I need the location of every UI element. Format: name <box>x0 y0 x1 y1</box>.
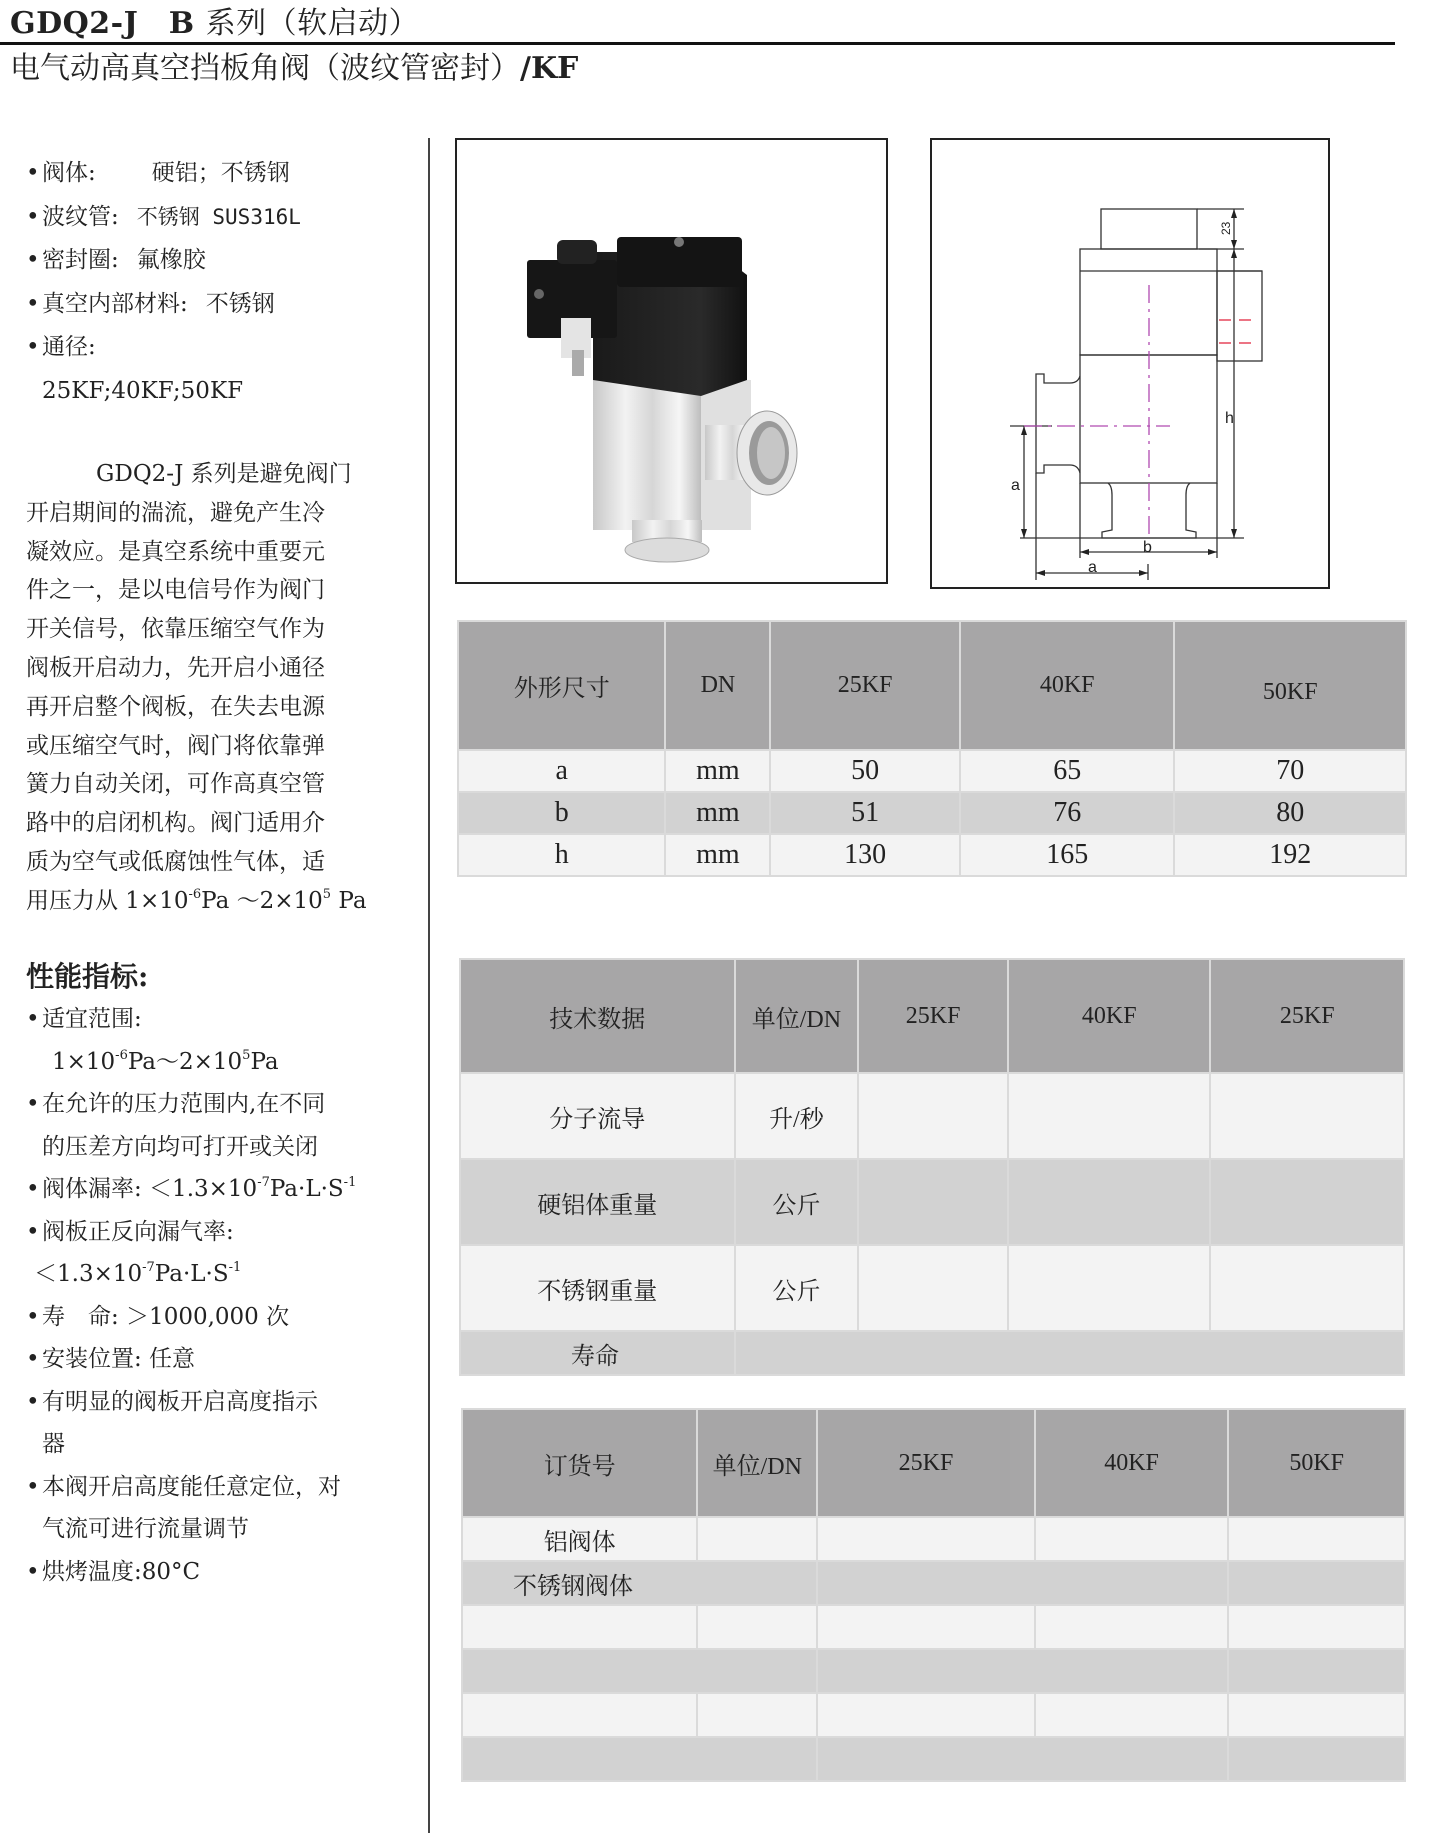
material-item: • 真空内部材料: 不锈钢 <box>26 283 416 327</box>
series-model: GDQ2-J B <box>10 6 195 41</box>
product-title <box>10 48 578 90</box>
bullet-icon: • <box>26 1303 40 1330</box>
bullet-icon: • <box>26 1091 40 1117</box>
materials-list <box>26 152 416 413</box>
material-item: • 密封圈: 氟橡胶 <box>26 239 416 283</box>
table-row: h mm 130 165 192 <box>458 834 1406 876</box>
svg-text:b: b <box>1143 539 1152 556</box>
table-row: 硬铝体重量 公斤 <box>460 1159 1404 1245</box>
range-value: $1\times 10^{-6}Pa\sim 2\times 10^5Pa$ <box>52 1047 279 1075</box>
product-photo <box>455 138 888 584</box>
bullet-icon: • <box>26 1346 40 1372</box>
bullet-icon: • <box>26 1218 40 1245</box>
title-divider <box>0 42 1395 45</box>
description: GDQ2-J 系列是避免阀门 开启期间的湍流，避免产生冷 凝效应。是真空系统中重要元 件之一，是以电信号作为阀门 开关信号，依靠压缩空气作为 阀板开启动力，先开启小通径 再开启整个阀板，在失去电源 或压缩空气时，阀门将依靠弹 簧力自动关闭，可作高真空管 路中的启闭机构。阀门适用介 质为空气或低腐蚀性气体，适 用压力从 $1\times 10^{-6}Pa$ $\sim 2\times 10^5$ Pa <box>26 455 396 921</box>
table-row <box>462 1737 1405 1781</box>
table-row <box>462 1693 1405 1737</box>
bullet-icon: • <box>26 334 40 360</box>
performance-list: • 适宜范围: $1\times 10^{-6}Pa\sim 2\times 10^5Pa$ • 在允许的压力范围内,在不同 的压差方向均可打开或关闭 • 阀体漏率: $<1.3\times 10^{-7}Pa\cdot L\cdot S^{-1}$ • 阀板正反向漏气率: $<1.3\times 10^{-7}Pa\cdot L\cdot S^{-1}$ • 寿 命: ＞1000,000 次 • 安装位置: 任意 • 有明显的阀板开启高度指示 器 • 本阀开启高度能任意定位，对 气流可进行流量调节 • 烘烤温度:80°C <box>26 998 416 1593</box>
material-item: • 波纹管: 不锈钢 SUS316L <box>26 196 416 240</box>
bullet-icon: • <box>26 1006 40 1032</box>
svg-text:a: a <box>1088 559 1097 576</box>
product-title-cn: 电气动高真空挡板角阀（波纹管密封） <box>10 51 520 86</box>
column-divider <box>428 138 430 1833</box>
table-row: 铝阀体 <box>462 1517 1405 1561</box>
bullet-icon: • <box>26 1473 40 1500</box>
valve-dimension-diagram <box>932 140 1328 587</box>
table-row <box>462 1649 1405 1693</box>
material-item: • 通径: <box>26 326 416 370</box>
svg-text:a: a <box>1011 477 1020 494</box>
bullet-icon: • <box>26 1388 40 1415</box>
bullet-icon: • <box>26 1558 40 1585</box>
table-row: a mm 50 65 70 <box>458 750 1406 792</box>
table-row: 寿命 <box>460 1331 1404 1375</box>
series-title <box>10 6 419 42</box>
bullet-icon: • <box>26 203 40 230</box>
bullet-icon: • <box>26 160 40 186</box>
table-row: b mm 51 76 80 <box>458 792 1406 834</box>
order-number-table <box>461 1408 1406 1782</box>
technical-data-table <box>459 958 1405 1376</box>
dimensions-table <box>457 620 1407 877</box>
table-header-row: 订货号 单位/DN 25KF 40KF 50KF <box>462 1409 1405 1517</box>
svg-text:h: h <box>1225 410 1234 427</box>
table-header-row: 外形尺寸 DN 25KF 40KF 50KF <box>458 621 1406 750</box>
bullet-icon: • <box>26 247 40 273</box>
bullet-icon: • <box>26 290 40 317</box>
dimension-drawing <box>930 138 1330 589</box>
series-name: 系列（软启动） <box>205 6 420 41</box>
table-header-row: 技术数据 单位/DN 25KF 40KF 25KF <box>460 959 1404 1073</box>
material-item: • 阀体: 硬铝；不锈钢 <box>26 152 416 196</box>
table-row <box>462 1605 1405 1649</box>
svg-text:23: 23 <box>1219 221 1233 235</box>
product-title-suffix: /KF <box>520 51 579 86</box>
performance-heading: 性能指标: <box>26 960 149 993</box>
table-row: 分子流导 升/秒 <box>460 1073 1404 1159</box>
pressure-range-line: 用压力从 $1\times 10^{-6}Pa$ $\sim 2\times 10^5$ Pa <box>26 886 367 914</box>
table-row: 不锈钢阀体 <box>462 1561 1405 1605</box>
bore-sizes: 25KF;40KF;50KF <box>42 377 244 404</box>
table-row: 不锈钢重量 公斤 <box>460 1245 1404 1331</box>
bullet-icon: • <box>26 1176 40 1202</box>
angle-valve-photo-icon <box>457 140 886 582</box>
